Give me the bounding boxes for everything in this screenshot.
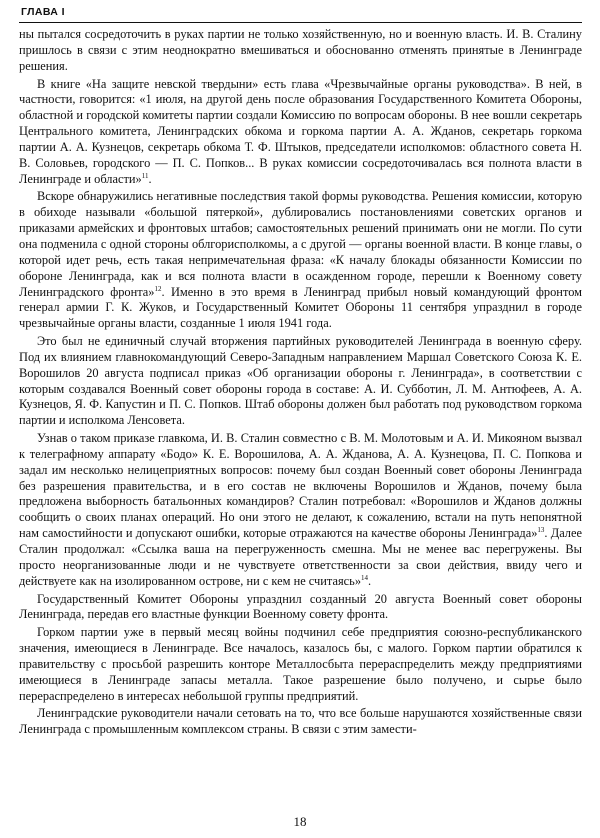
paragraph: Ленинградские руководители начали сетовать на то, что все больше нарушаются хозяйственные связи Ленинграда с промышленным комплексом страны. В связи с этим замести-: [19, 706, 582, 737]
footnote-ref: 11: [141, 171, 149, 180]
paragraph: Государственный Комитет Обороны упразднил созданный 20 августа Военный совет обороны Ленинграда, передав его властные функции Военному совету фронта.: [19, 591, 582, 622]
header-rule: [19, 22, 582, 23]
footnote-ref: 14: [361, 573, 369, 582]
paragraph: Это был не единичный случай вторжения партийных руководителей Ленинграда в военную сферу. Под их влиянием главнокомандующий Северо-Западным направлением Маршал Советского Союза К. Е. Ворошилов 20 августа подписал приказ «Об организации обороны г. Ленинграда», в соответствии с которым создавался Военный совет обороны города в составе: А. И. Субботин, Л. М. Антюфеев, А. А. Кузнецов, Я. Ф. Капустин и П. С. Попков. Штаб обороны должен был работать под руководством горкома партии и исполкома Ленсовета.: [19, 334, 582, 428]
paragraph: Вскоре обнаружились негативные последствия такой формы руководства. Решения комиссии, которую в обиходе называли «большой пятеркой», дублировались постановлениями советских органов и приказами армейских и фронтовых штабов; самостоятельных решений принимать они не могли. По сути она подменила с одной стороны облгорисполкомы, а с другой — органы военной власти. В конце главы, о которой идет речь, есть такая непримечательная фраза: «К началу блокады обязанности Комиссии по обороне Ленинграда, как и вся полнота власти в осажденном городе, перешли к Военному совету Ленинградского фронта»$^{12}$. Именно в это время в Ленинград прибыл новый командующий фронтом генерал армии Г. К. Жуков, и Государственный Комитет Обороны 11 сентября упразднил в городе чрезвычайные органы власти, созданные 1 июля 1941 года.: [19, 189, 582, 331]
paragraph: ны пытался сосредоточить в руках партии не только хозяйственную, но и военную власть. И. В. Сталину пришлось в связи с этим неоднократно вмешиваться и обоснованно отменять принятые в Ленинграде решения.: [19, 27, 582, 73]
paragraph: В книге «На защите невской твердыни» есть глава «Чрезвычайные органы руководства». В ней, в частности, говорится: «1 июля, на другой день после образования Государственного Комитета Обороны, областной и городской комитеты партии создали Комиссию по вопросам обороны. В нее вошли секретарь Центрального комитета, Ленинградских обкома и горкома партии А. А. Жданов, секретарь горкома партии А. А. Кузнецов, секретарь обкома Т. Ф. Штыков, председатели исполкомов: областного совета Н. В. Соловьев, городского — П. С. Попков... В руках комиссии сосредоточивалась вся полнота власти в Ленинграде и области»$^{11}$.: [19, 76, 582, 186]
paragraph: Горком партии уже в первый месяц войны подчинил себе предприятия союзно-республиканского значения, имеющиеся в Ленинграде. Все началось, казалось бы, с малого. Горком партии обратился к правительству с просьбой разрешить конторе Металлосбыта перераспределить между предприятиями имеющиеся в Ленинграде запасы металла. Такое разрешение было получено, и сырье было перераспределено в интересах небольшой группы предприятий.: [19, 625, 582, 703]
running-header: ГЛАВА I: [21, 6, 65, 18]
footnote-ref: 13: [537, 526, 545, 535]
body-text: [19, 27, 582, 738]
footnote-ref: 12: [154, 284, 162, 293]
paragraph: Узнав о таком приказе главкома, И. В. Сталин совместно с В. М. Молотовым и А. И. Микояном вызвал к телеграфному аппарату «Бодо» К. Е. Ворошилова, А. А. Жданова, А. А. Кузнецова, П. С. Попкова и задал им несколько нелицеприятных вопросов: почему был создан Военный совет обороны Ленинграда без разрешения правительства, и в его состав не включены Ворошилов и Жданов, почему была предложена выборность батальонных командиров? Сталин потребовал: «Ворошилов и Жданов должны сообщить о своих планах операций. Но они этого не делают, к сожалению, встали на путь непонятной нам самостийности и допускают ошибки, которые отражаются на качестве обороны Ленинграда»$^{13}$. Далее Сталин продолжал: «Ссылка ваша на перегруженность смешна. Мы не менее вас перегружены. Вы просто неорганизованные люди и не чувствуете ответственности за свои действия, ввиду чего и действуете как на изолированном острове, ни с кем не считаясь»$^{14}$.: [19, 431, 582, 588]
page-number: 18: [293, 814, 307, 829]
